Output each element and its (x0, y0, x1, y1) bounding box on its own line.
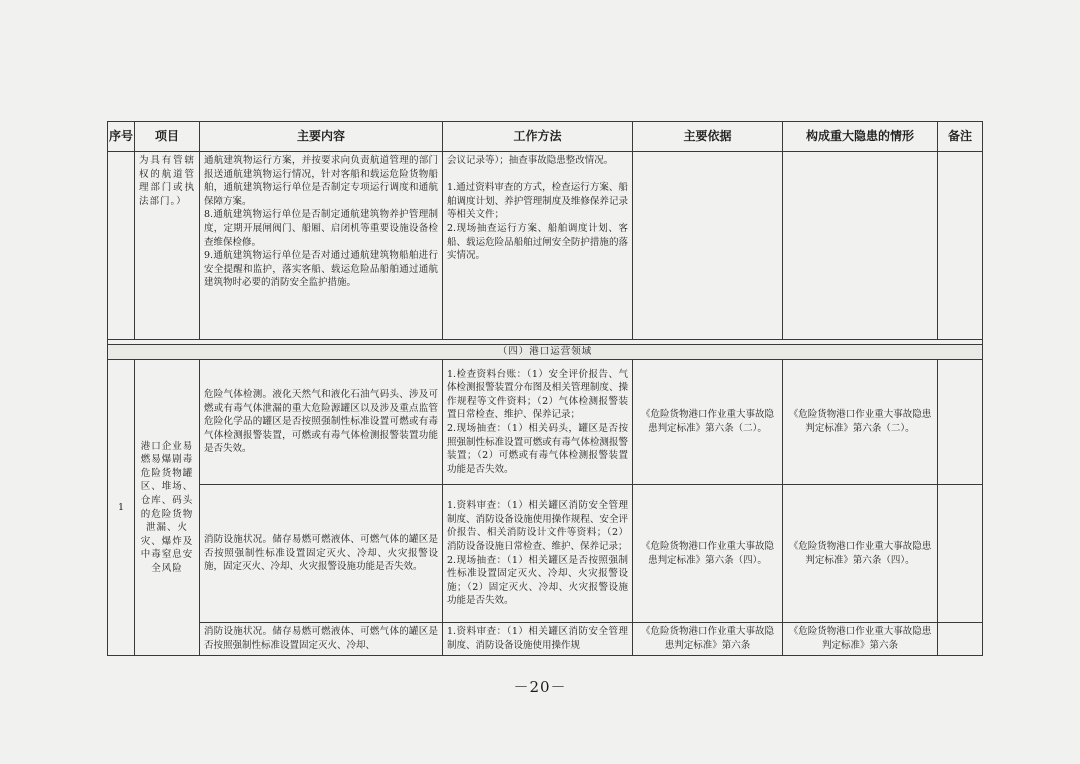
row3-basis: 《危险货物港口作业重大事故隐患判定标准》第六条 (633, 623, 783, 656)
row2-remark (938, 485, 983, 623)
inspection-table (107, 121, 983, 656)
item-project: 港口企业易燃易爆剧毒危险货物罐区、堆场、仓库、码头的危险货物泄漏、火灾、爆炸及中毒窒息安全风险 (135, 360, 200, 656)
header-hazard: 构成重大隐患的情形 (783, 122, 938, 152)
row3-remark (938, 623, 983, 656)
item1-row-2 (108, 485, 983, 623)
page-number: －20－ (513, 678, 567, 696)
continued-remark-cell (938, 152, 983, 340)
row3-hazard: 《危险货物港口作业重大事故隐患判定标准》第六条 (783, 623, 938, 656)
row3-method: 1.资料审查：（1）相关罐区消防安全管理制度、消防设备设施使用操作规 (443, 623, 633, 656)
header-basis: 主要依据 (633, 122, 783, 152)
continued-row (108, 152, 983, 340)
header-method: 工作方法 (443, 122, 633, 152)
continued-project-cell: 为具有管辖权的航道管理部门或执法部门。） (135, 152, 200, 340)
header-remark: 备注 (938, 122, 983, 152)
section-title: （四）港口运营领域 (108, 345, 983, 360)
continued-method-cell: 会议记录等）；抽查事故隐患整改情况。 1.通过资料审查的方式，检查运行方案、船舶调度计划、养护管理制度及维修保养记录等相关文件； 2.现场抽查运行方案、船舶调度计划、客船、载运危险品船舶过闸安全防护措施的落实情况。 (443, 152, 633, 340)
continued-basis-cell (633, 152, 783, 340)
row2-method: 1.资料审查：（1）相关罐区消防安全管理制度、消防设备设施使用操作规程、安全评价报告、相关消防设计文件等资料；（2）消防设备设施日常检查、维护、保养记录； 2.现场抽查：（1）相关罐区是否按照强制性标准设置固定灭火、冷却、火灾报警设施；（2）固定灭火、冷却、火灾报警设施功能是否失效。 (443, 485, 633, 623)
continued-number-cell (108, 152, 135, 340)
row2-content: 消防设施状况。储存易燃可燃液体、可燃气体的罐区是否按照强制性标准设置固定灭火、冷却、火灾报警设施，固定灭火、冷却、火灾报警设施功能是否失效。 (200, 485, 443, 623)
row1-content: 危险气体检测。液化天然气和液化石油气码头、涉及可燃或有毒气体泄漏的重大危险源罐区以及涉及重点监管危险化学品的罐区是否按照强制性标准设置可燃或有毒气体检测报警装置，可燃或有毒气体检测报警装置功能是否失效。 (200, 360, 443, 485)
item1-row-1 (108, 360, 983, 485)
row1-remark (938, 360, 983, 485)
header-project: 项目 (135, 122, 200, 152)
continued-content-cell: 通航建筑物运行方案，并按要求向负责航道管理的部门报送通航建筑物运行情况，针对客船和载运危险货物船舶，通航建筑物运行单位是否制定专项运行调度和通航保障方案。 8.通航建筑物运行单位是否制定通航建筑物养护管理制度，定期开展闸阀门、船厢、启闭机等重要设施设备检查维保检修。 9.通航建筑物运行单位是否对通过通航建筑物船舶进行安全提醒和监护，落实客船、载运危险品船舶通过通航建筑物时必要的消防安全监护措施。 (200, 152, 443, 340)
row1-hazard: 《危险货物港口作业重大事故隐患判定标准》第六条（二）。 (783, 360, 938, 485)
section-row (108, 345, 983, 360)
row1-method: 1.检查资料台账：（1）安全评价报告、气体检测报警装置分布图及相关管理制度、操作规程等文件资料；（2）气体检测报警装置日常检查、维护、保养记录； 2.现场抽查：（1）相关码头，罐区是否按照强制性标准设置可燃或有毒气体检测报警装置；（2）可燃或有毒气体检测报警装置功能是否失效。 (443, 360, 633, 485)
item1-row-3 (108, 623, 983, 656)
row3-content: 消防设施状况。储存易燃可燃液体、可燃气体的罐区是否按照强制性标准设置固定灭火、冷却、 (200, 623, 443, 656)
row2-basis: 《危险货物港口作业重大事故隐患判定标准》第六条（四）。 (633, 485, 783, 623)
row1-basis: 《危险货物港口作业重大事故隐患判定标准》第六条（二）。 (633, 360, 783, 485)
item-number: 1 (108, 360, 135, 656)
row2-hazard: 《危险货物港口作业重大事故隐患判定标准》第六条（四）。 (783, 485, 938, 623)
header-content: 主要内容 (200, 122, 443, 152)
continued-hazard-cell (783, 152, 938, 340)
header-row (108, 122, 983, 152)
header-number: 序号 (108, 122, 135, 152)
